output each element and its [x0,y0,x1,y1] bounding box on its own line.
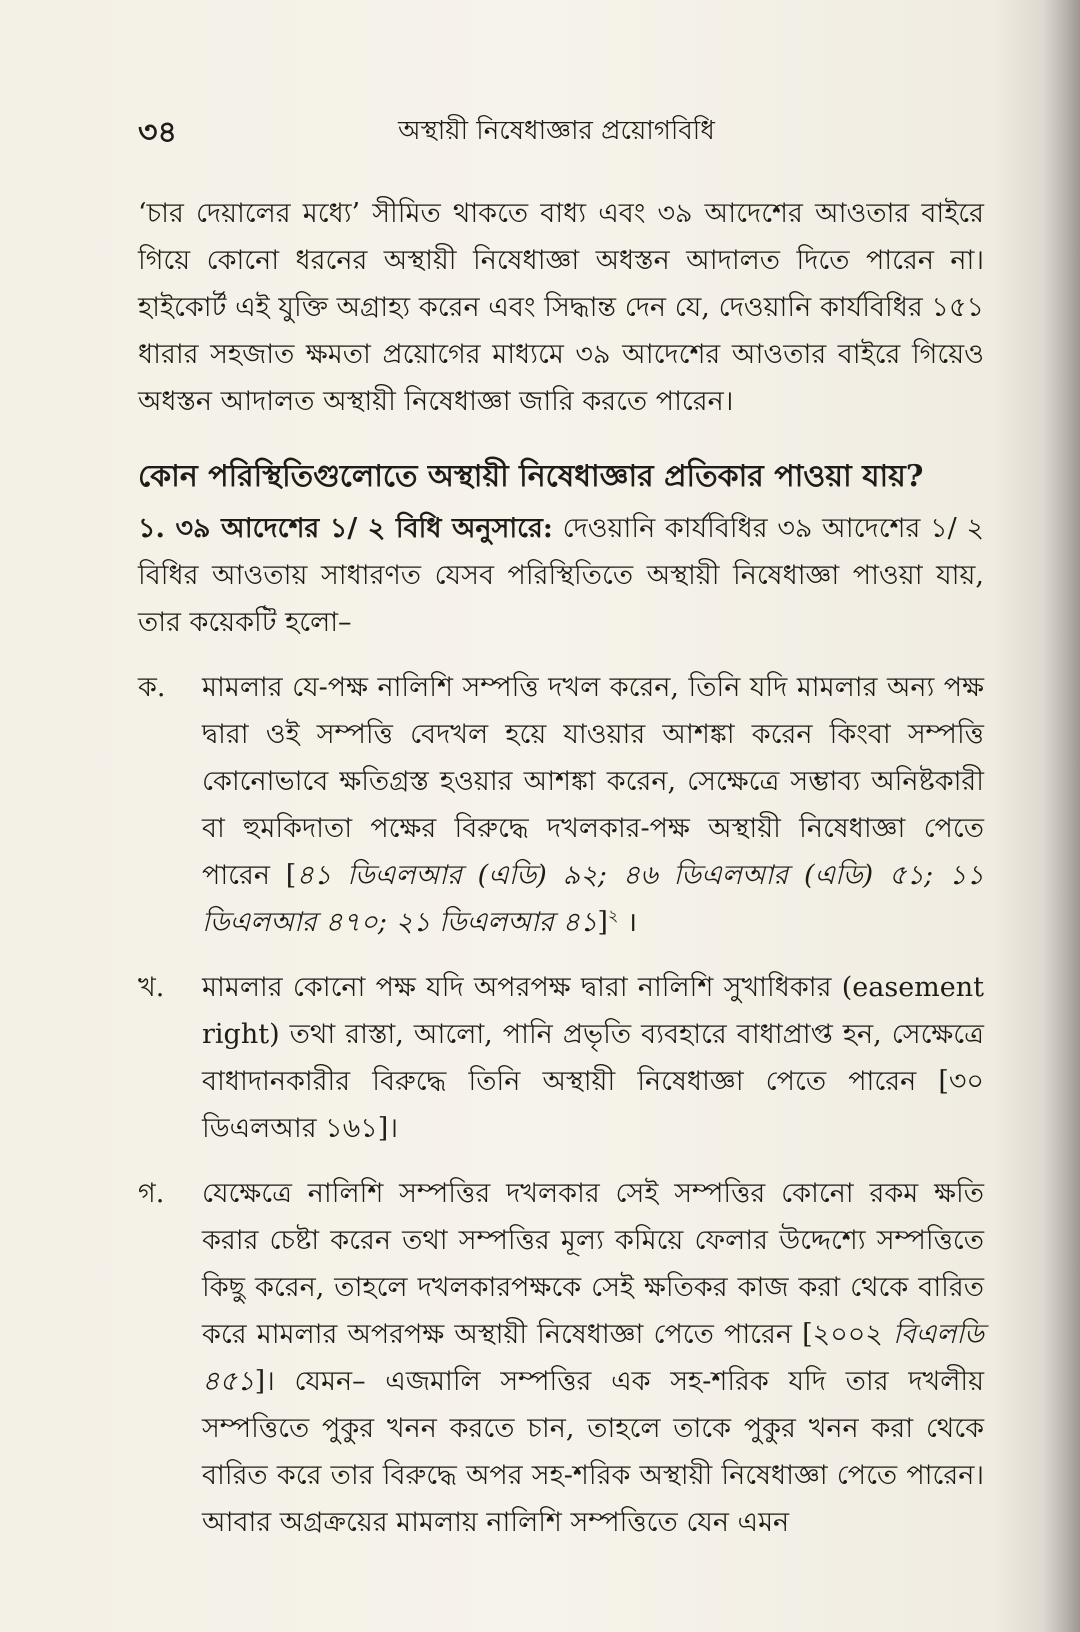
page-number: ৩৪ [138,115,177,150]
item-end: । যেমন– এজমালি সম্পত্তির এক সহ-শরিক যদি তার দখলীয় সম্পত্তিতে পুকুর খনন করতে চান, তাহলে তাকে পুকুর খনন করা থেকে বারিত করে তার বিরুদ্ধে অপর সহ-শরিক অস্থায়ী নিষেধাজ্ঞা পেতে পারেন। আবার অগ্রক্রয়ের মামলায় নালিশি সম্পত্তিতে যেন এমন [202,1366,984,1538]
item-body: যেক্ষেত্রে নালিশি সম্পত্তির দখলকার সেই সম্পত্তির কোনো রকম ক্ষতি করার চেষ্টা করেন তথা সম্পত্তির মূল্য কমিয়ে ফেলার উদ্দেশ্যে সম্পত্তিতে কিছু করেন, তাহলে দখলকারপক্ষকে সেই ক্ষতিকর কাজ করা থেকে বারিত করে মামলার অপরপক্ষ অস্থায়ী নিষেধাজ্ঞা পেতে পারেন [২০০২ [202,1178,984,1350]
item-label: খ. [138,972,165,1003]
intro-paragraph: ‘চার দেয়ালের মধ্যে’ সীমিত থাকতে বাধ্য এবং ৩৯ আদেশের আওতার বাইরে গিয়ে কোনো ধরনের অস্থায়ী নিষেধাজ্ঞা অধস্তন আদালত দিতে পারেন না। হাইকোর্ট এই যুক্তি অগ্রাহ্য করেন এবং সিদ্ধান্ত দেন যে, দেওয়ানি কার্যবিধির ১৫১ ধারার সহজাত ক্ষমতা প্রয়োগের মাধ্যমে ৩৯ আদেশের আওতার বাইরে গিয়েও অধস্তন আদালত অস্থায়ী নিষেধাজ্ঞা জারি করতে পারেন। [138,198,984,417]
rule-lead: ১. ৩৯ আদেশের ১/ ২ বিধি অনুসারে: [138,513,553,544]
page-edge-shadow [1042,0,1080,1632]
list-item-ka [138,664,984,946]
item-end: । [388,1113,398,1144]
item-end: । [618,907,638,938]
citation-close: ] [597,907,608,938]
item-text [202,664,984,946]
item-text [202,1170,984,1546]
section-heading: কোন পরিস্থিতিগুলোতে অস্থায়ী নিষেধাজ্ঞার প্রতিকার পাওয়া যায়? [138,459,924,494]
citation: ৪১ ডিএলআর (এডি) ৯২; ৪৬ ডিএলআর (এডি) ৫১; ১১ ডিএলআর ৪৭০; ২১ ডিএলআর ৪১ [202,860,985,938]
item-label: ক. [138,672,166,703]
citation-close: ] [254,1366,266,1397]
citation-close: ] [377,1113,389,1144]
list-item-ga [138,1170,984,1546]
page-header [138,108,980,152]
rule-text: দেওয়ানি কার্যবিধির ৩৯ আদেশের ১/ ২ বিধির আওতায় সাধারণত যেসব পরিস্থিতিতে অস্থায়ী নিষেধাজ্ঞা পাওয়া যায়, তার কয়েকটি হলো– [138,513,984,638]
page-body [138,190,984,1546]
rule-paragraph [138,505,984,646]
item-body: মামলার কোনো পক্ষ যদি অপরপক্ষ দ্বারা নালিশি সুখাধিকার (easement right) তথা রাস্তা, আলো, পানি প্রভৃতি ব্যবহারে বাধাপ্রাপ্ত হন, সেক্ষেত্রে বাধাদানকারীর বিরুদ্ধে তিনি অস্থায়ী নিষেধাজ্ঞা পেতে পারেন [ [202,972,984,1097]
list-item-kha [138,964,984,1152]
item-text [202,964,984,1152]
citation: ৩০ ডিএলআর ১৬১ [202,1066,984,1144]
footnote-marker: ২ [607,906,619,925]
running-title: অস্থায়ী নিষেধাজ্ঞার প্রয়োগবিধি [398,116,715,146]
item-body: মামলার যে-পক্ষ নালিশি সম্পত্তি দখল করেন, তিনি যদি মামলার অন্য পক্ষ দ্বারা ওই সম্পত্তি বেদখল হয়ে যাওয়ার আশঙ্কা করেন কিংবা সম্পত্তি কোনোভাবে ক্ষতিগ্রস্ত হওয়ার আশঙ্কা করেন, সেক্ষেত্রে সম্ভাব্য অনিষ্টকারী বা হুমকিদাতা পক্ষের বিরুদ্ধে দখলকার-পক্ষ অস্থায়ী নিষেধাজ্ঞা পেতে পারেন [ [202,672,984,891]
citation: বিএলডি ৪৫১ [202,1319,984,1397]
item-label: গ. [138,1178,165,1209]
